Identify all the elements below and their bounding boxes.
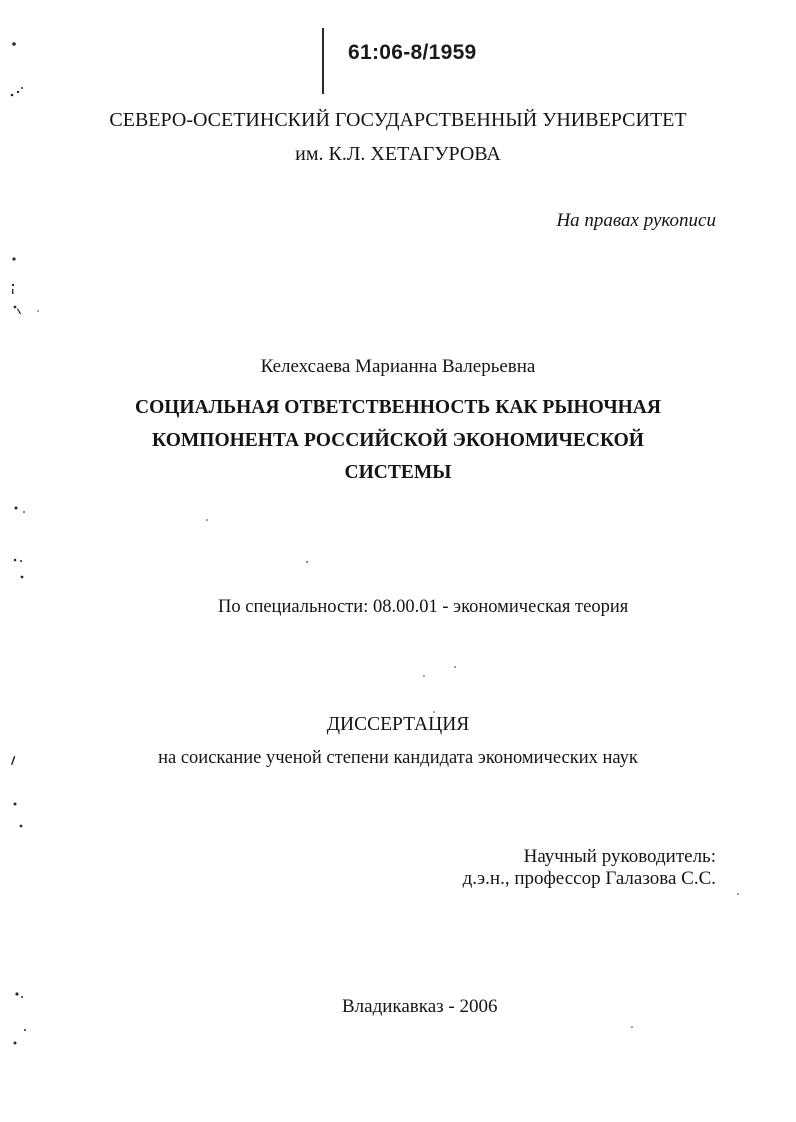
rights-notice: На правах рукописи [556,210,716,231]
archive-stamp-code: 61:06-8/1959 [348,41,477,64]
university-named-after: им. К.Л. ХЕТАГУРОВА [295,143,501,165]
specialty-line: По специальности: 08.00.01 - экономическая теория [218,597,629,617]
place-and-year: Владикавказ - 2006 [342,996,498,1017]
dissertation-heading: ДИССЕРТАЦИЯ [326,714,470,735]
dissertation-purpose: на соискание ученой степени кандидата экономических наук [158,748,638,768]
university-name: СЕВЕРО-ОСЕТИНСКИЙ ГОСУДАРСТВЕННЫЙ УНИВЕРСИТЕТ [109,109,687,131]
author-name: Келехсаева Марианна Валерьевна [260,356,536,377]
thesis-title-line-2: КОМПОНЕНТА РОССИЙСКОЙ ЭКОНОМИЧЕСКОЙ [152,430,644,451]
thesis-title-line-3: СИСТЕМЫ [344,462,452,483]
supervisor-label: Научный руководитель: [523,846,716,867]
supervisor-name: д.э.н., профессор Галазова С.С. [462,868,716,889]
thesis-title-line-1: СОЦИАЛЬНАЯ ОТВЕТСТВЕННОСТЬ КАК РЫНОЧНАЯ [135,397,661,418]
